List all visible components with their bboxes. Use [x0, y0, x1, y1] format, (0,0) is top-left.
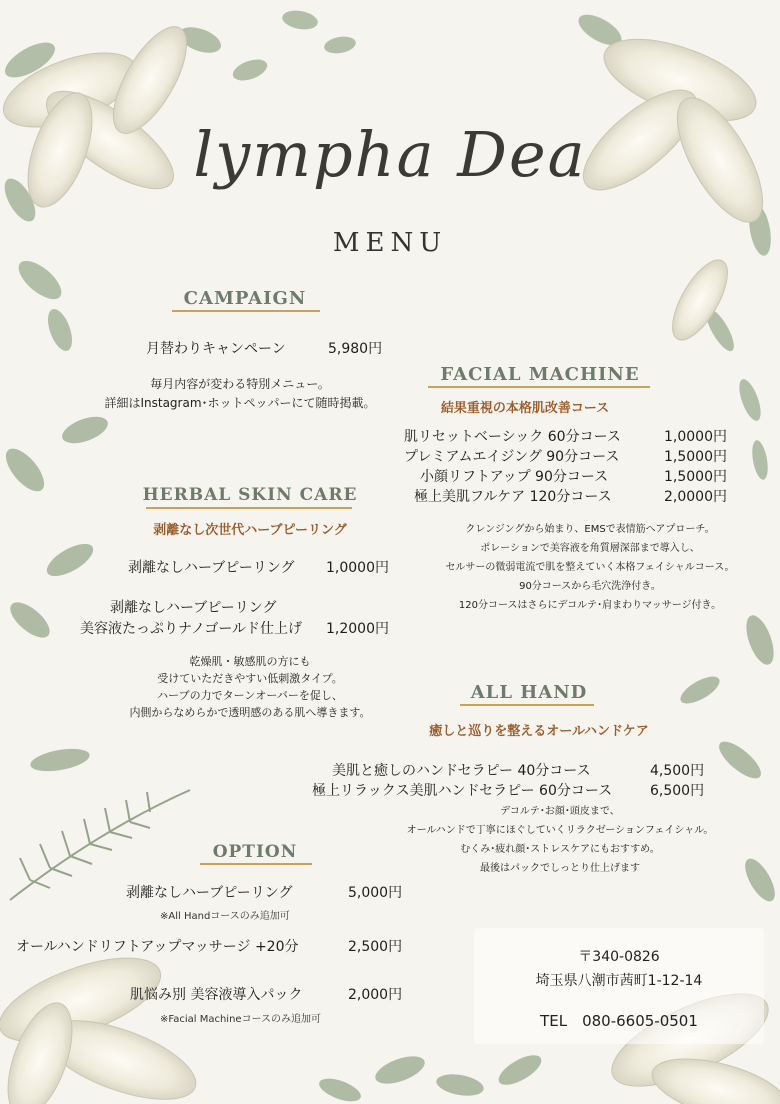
- facial-item-price: 1,0000円: [664, 429, 727, 445]
- facial-underline: [428, 386, 650, 388]
- campaign-item-price: 5,980円: [328, 341, 383, 357]
- allhand-title: ALL HAND: [470, 682, 588, 703]
- allhand-item-price: 4,500円: [650, 763, 705, 779]
- herbal-item2-name-line1: 剥離なしハーブピーリング: [110, 600, 277, 616]
- allhand-subtitle: 癒しと巡りを整えるオールハンドケア: [429, 724, 649, 739]
- option-item3-note: ※Facial Machineコースのみ追加可: [160, 1014, 322, 1025]
- option-item3-price: 2,000円: [348, 987, 403, 1003]
- allhand-item-name: 美肌と癒しのハンドセラピー 40分コース: [332, 763, 591, 779]
- brand-name: lympha Dea: [193, 118, 587, 191]
- option-item3-name: 肌悩み別 美容液導入パック: [130, 987, 303, 1003]
- option-title: OPTION: [212, 842, 298, 862]
- option-item1-price: 5,000円: [348, 885, 403, 901]
- herbal-note: 乾燥肌・敏感肌の方にも 受けていただきやすい低刺激タイプ。 ハーブの力でターンオーバーを促し、 内側からなめらかで透明感のある肌へ導きます。: [129, 655, 371, 719]
- facial-title: FACIAL MACHINE: [440, 364, 640, 385]
- menu-title: MENU: [332, 228, 448, 258]
- option-item2-name: オールハンドリフトアップマッサージ +20分: [16, 939, 299, 955]
- facial-item-price: 2,0000円: [664, 489, 727, 505]
- allhand-item-price: 6,500円: [650, 783, 705, 799]
- campaign-note: 毎月内容が変わる特別メニュー。 詳細はInstagram･ホットペッパーにて随時掲載。: [104, 377, 376, 410]
- facial-item-name: 極上美肌フルケア 120分コース: [414, 489, 612, 505]
- campaign-item-name: 月替わりキャンペーン: [146, 341, 286, 357]
- address-box: [474, 928, 764, 1044]
- campaign-title: CAMPAIGN: [183, 288, 307, 309]
- phone-number[interactable]: TEL 080-6605-0501: [540, 1012, 698, 1030]
- option-underline: [200, 863, 312, 865]
- facial-item-name: プレミアムエイジング 90分コース: [404, 449, 620, 465]
- campaign-underline: [172, 310, 320, 312]
- herbal-subtitle: 剥離なし次世代ハーブピーリング: [153, 523, 347, 538]
- facial-item-name: 肌リセットベーシック 60分コース: [404, 429, 621, 445]
- herbal-underline: [146, 507, 352, 509]
- herbal-title: HERBAL SKIN CARE: [142, 485, 358, 505]
- allhand-underline: [460, 704, 594, 706]
- option-item1-name: 剥離なしハーブピーリング: [126, 885, 293, 901]
- facial-note: クレンジングから始まり、EMSで表情筋へアプローチ。 ポレーションで美容液を角質層深部まで導入し、 セルサーの微弱電流で肌を整えていく本格フェイシャルコース。 90分コースから毛穴洗浄付き。 120分コースはさらにデコルテ･肩まわりマッサージ付き。: [445, 524, 735, 611]
- facial-item-price: 1,5000円: [664, 449, 727, 465]
- option-item2-price: 2,500円: [348, 939, 403, 955]
- option-item1-note: ※All Handコースのみ追加可: [160, 911, 290, 922]
- facial-item-price: 1,5000円: [664, 469, 727, 485]
- allhand-note: デコルテ･お顔･頭皮まで、 オールハンドで丁寧にほぐしていくリラクゼーションフェイシャル。 むくみ･疲れ顔･ストレスケアにもおすすめ。 最後はパックでしっとり仕上げます: [406, 806, 714, 874]
- facial-subtitle: 結果重視の本格肌改善コース: [440, 401, 610, 416]
- herbal-item1-name: 剥離なしハーブピーリング: [128, 560, 295, 576]
- herbal-item2-name-line2: 美容液たっぷりナノゴールド仕上げ: [80, 621, 303, 637]
- herbal-item1-price: 1,0000円: [326, 560, 389, 576]
- allhand-item-name: 極上リラックス美肌ハンドセラピー 60分コース: [312, 783, 613, 799]
- street-address: 埼玉県八潮市茜町1-12-14: [535, 973, 703, 989]
- postal-code: 〒340-0826: [578, 949, 660, 965]
- facial-item-name: 小顔リフトアップ 90分コース: [420, 469, 609, 485]
- herbal-item2-price: 1,2000円: [326, 621, 389, 637]
